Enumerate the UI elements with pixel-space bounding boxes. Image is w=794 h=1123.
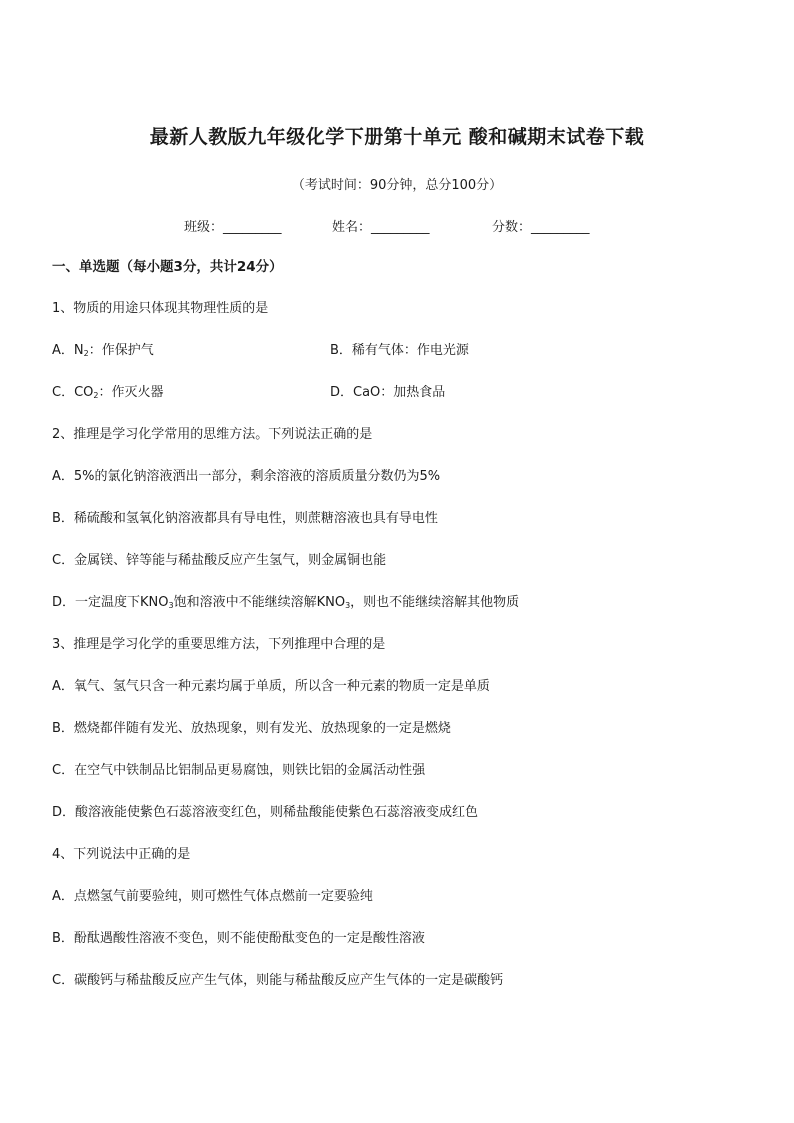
question-4-option-b: B．酚酞遇酸性溶液不变色，则不能使酚酞变色的一定是酸性溶液 <box>52 931 425 946</box>
question-3-option-c: C．在空气中铁制品比铝制品更易腐蚀，则铁比铝的金属活动性强 <box>52 763 426 778</box>
question-2-option-d: D．一定温度下$KNO_3$饱和溶液中不能继续溶解$KNO_3$，则也不能继续溶解其他物质 <box>52 595 520 610</box>
question-4-stem: 4、下列说法中正确的是 <box>52 847 191 862</box>
section-heading: 一、单选题（每小题3分，共计24分） <box>52 259 283 275</box>
question-4-option-a: A．点燃氢气前要验纯，则可燃性气体点燃前一定要验纯 <box>52 889 373 904</box>
question-1-option-a: A．$N_2$：作保护气 <box>52 343 154 358</box>
question-3-option-b: B．燃烧都伴随有发光、放热现象，则有发光、放热现象的一定是燃烧 <box>52 721 451 736</box>
question-1-stem: 1、物质的用途只体现其物理性质的是 <box>52 301 269 316</box>
exam-time-info: （考试时间：90分钟，总分100分） <box>291 178 503 193</box>
question-1-option-d: D．CaO：加热食品 <box>330 385 446 400</box>
question-3-stem: 3、推理是学习化学的重要思维方法，下列推理中合理的是 <box>52 637 386 652</box>
question-2-option-c: C．金属镁、锌等能与稀盐酸反应产生氢气，则金属铜也能 <box>52 553 387 568</box>
question-3-option-a: A．氧气、氢气只含一种元素均属于单质，所以含一种元素的物质一定是单质 <box>52 679 490 694</box>
page-title: 最新人教版九年级化学下册第十单元 酸和碱期末试卷下载 <box>149 126 645 148</box>
class-field: 班级：_________ <box>184 220 282 235</box>
question-1-option-c: C．$CO_2$：作灭火器 <box>52 385 164 400</box>
score-field: 分数：_________ <box>492 220 590 235</box>
question-3-option-d: D．酸溶液能使紫色石蕊溶液变红色，则稀盐酸能使紫色石蕊溶液变成红色 <box>52 805 479 820</box>
question-4-option-c: C．碳酸钙与稀盐酸反应产生气体，则能与稀盐酸反应产生气体的一定是碳酸钙 <box>52 973 504 988</box>
question-2-stem: 2、推理是学习化学常用的思维方法。下列说法正确的是 <box>52 427 373 442</box>
question-1-option-b: B．稀有气体：作电光源 <box>330 343 469 358</box>
question-2-option-a: A．5%的氯化钠溶液洒出一部分，剩余溶液的溶质质量分数仍为5% <box>52 469 441 484</box>
name-field: 姓名：_________ <box>332 220 430 235</box>
question-2-option-b: B．稀硫酸和氢氧化钠溶液都具有导电性，则蔗糖溶液也具有导电性 <box>52 511 438 526</box>
